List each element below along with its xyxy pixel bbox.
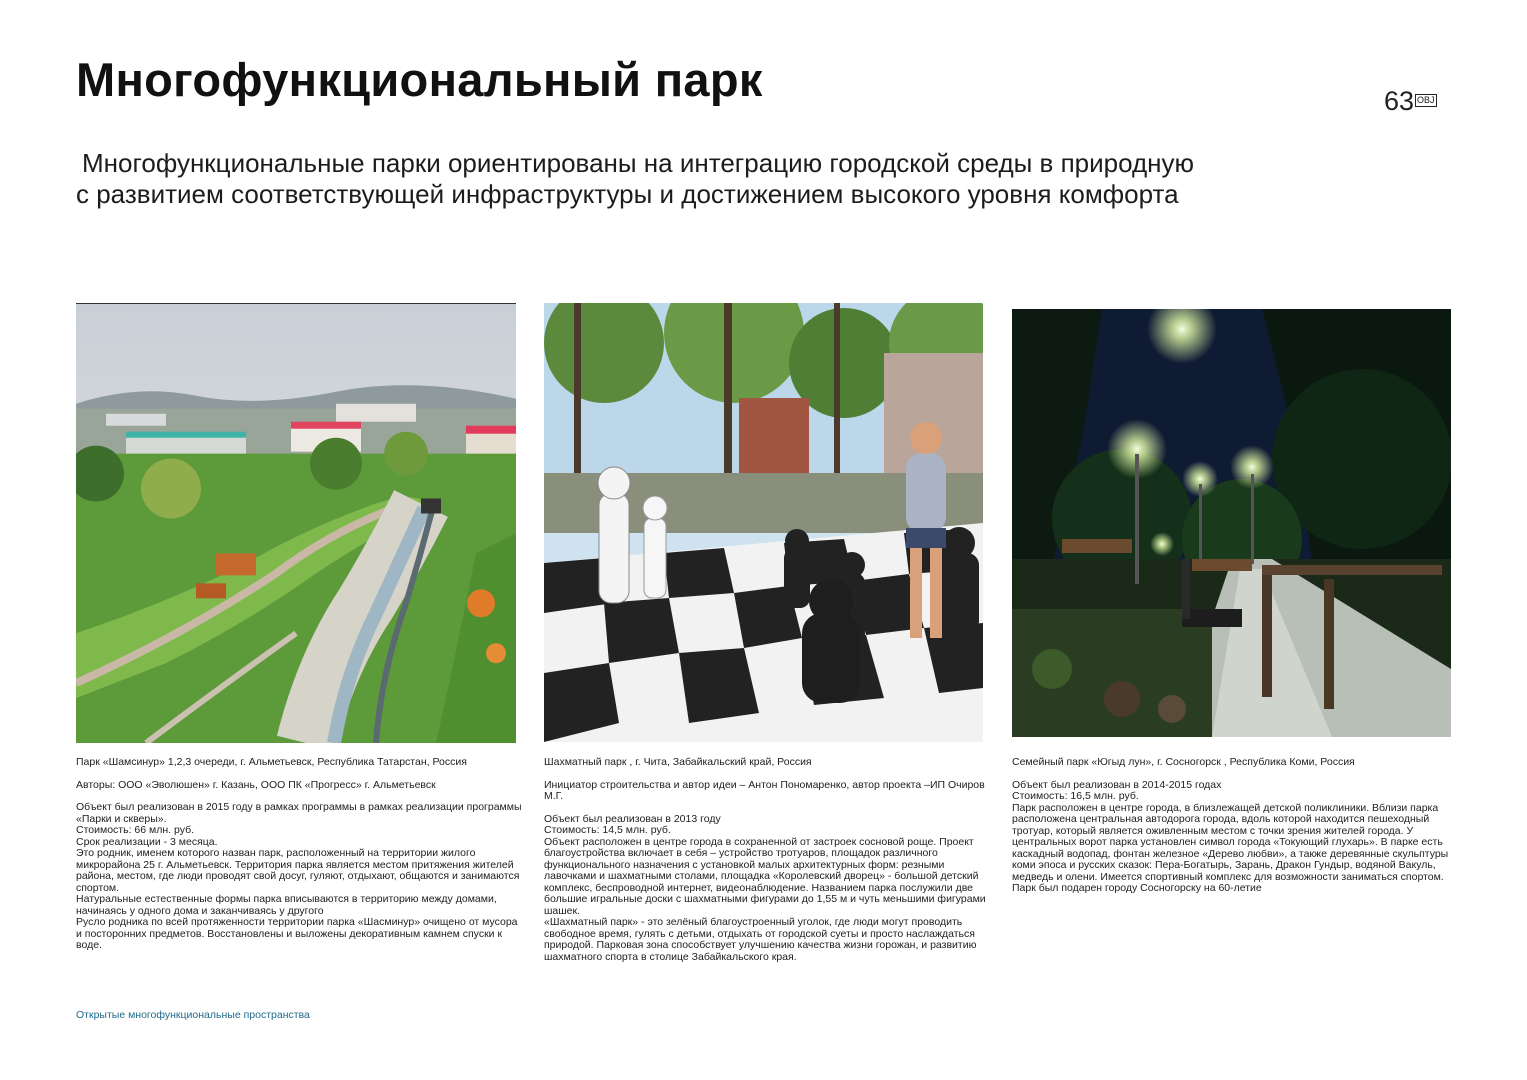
photo-family-park xyxy=(1012,309,1451,737)
caption-body-line: Парк расположен в центре города, в близлежащей детской поликлиники. Вблизи парка расположена центральная автодорога города, вдоль которой находится пешеходный тротуар, который является оживленным местом с точки зрения жителей города. У центральных ворот парка установлен символ города «Токующий глухарь». В парке есть каскадный водопад, фонтан железное «Дерево любви», а также деревянные скульптуры коми эпоса и русских сказок: Пера-Богатырь, Зарань, Дракон Гундыр, водяной Вакуль, медведь и олени. Имеется спортивный комплекс для возможности заниматься спортом. Парк был подарен городу Сосногорску на 60-летие xyxy=(1012,801,1449,894)
caption-body-line: Объект был реализован в 2013 году xyxy=(544,812,721,825)
page-number-value: 63 xyxy=(1384,86,1415,116)
caption-body-line: Стоимость: 66 млн. руб. xyxy=(76,824,194,836)
caption-body-line: Объект был реализован в 2015 году в рамках программы в рамках реализации программы «Парки и скверы». xyxy=(76,801,522,825)
caption-body-line: Русло родника по всей протяженности территории парка «Шасминур» очищено от мусора и посторонних предметов. Восстановлены и выложены декоративным камнем спуски к воде. xyxy=(76,916,518,951)
footer-section-title: Открытые многофункциональные пространства xyxy=(76,1009,310,1021)
caption-body-line: Стоимость: 14,5 млн. руб. xyxy=(544,824,671,836)
photo-shamsinur-park xyxy=(76,303,516,743)
caption-body-line: «Шахматный парк» - это зелёный благоустроенный уголок, где люди могут проводить свободное время, гулять с детьми, отдыхать от городской суеты и просто наслаждаться природой. Парковая зона способствует улучшению качества жизни горожан, и развитию шахматного спорта в столице Забайкальского края. xyxy=(544,916,977,963)
photo-chess-park xyxy=(544,303,983,742)
caption-body-line: Объект был реализован в 2014-2015 годах xyxy=(1012,778,1222,791)
caption-family-park xyxy=(1012,757,1460,895)
caption-body-line: Срок реализации - 3 месяца. xyxy=(76,835,218,848)
obj-tag: OBJ xyxy=(1417,95,1435,105)
page-title: Многофункциональный парк xyxy=(76,53,763,106)
caption-shamsinur xyxy=(76,757,526,952)
lead-paragraph xyxy=(76,148,1406,210)
caption-authors: Авторы: ООО «Эволюшен» г. Казань, ООО ПК «Прогресс» г. Альметьевск xyxy=(76,778,436,791)
caption-body-line: Это родник, именем которого назван парк, расположенный на территории жилого микрорайона 25 г. Альметьевск. Территория парка является местом притяжения жителей района, местом, где люди проводят свой досуг, гуляют, отдыхают, общаются и занимаются спортом. xyxy=(76,847,520,894)
lead-line-2: с развитием соответствующей инфраструктуры и достижением высокого уровня комфорта xyxy=(76,179,1179,209)
page-number xyxy=(1384,86,1437,117)
caption-body-line: Объект расположен в центре города в сохраненной от застроек сосновой роще. Проект благоустройства включает в себя – устройство тротуаров, площадок различного функционального назначения с установкой малых архитектурных форм: резными лавочками и шахматными столами, площадка «Королевский дворец» - большой детский комплекс, беспроводной интернет, видеонаблюдение. Названием парка послужили две большие игральные доски с шахматными фигурами до 1,55 м и чуть меньшими фигурами шашек. xyxy=(544,835,986,917)
lead-line-1: Многофункциональные парки ориентированы на интеграцию городской среды в природную xyxy=(82,148,1195,178)
caption-body-line: Натуральные естественные формы парка вписываются в территорию между домами, начинаясь у одного дома и заканчиваясь у другого xyxy=(76,893,497,917)
caption-heading: Парк «Шамсинур» 1,2,3 очереди, г. Альметьевск, Республика Татарстан, Россия xyxy=(76,756,467,768)
caption-heading: Семейный парк «Югыд лун», г. Сосногорск , Республика Коми, Россия xyxy=(1012,756,1355,768)
caption-heading: Шахматный парк , г. Чита, Забайкальский край, Россия xyxy=(544,756,812,768)
caption-chess-park xyxy=(544,757,994,963)
caption-body-line: Стоимость: 16,5 млн. руб. xyxy=(1012,790,1139,802)
caption-authors: Инициатор строительства и автор идеи – Антон Пономаренко, автор проекта –ИП Очиров М.Г. xyxy=(544,778,985,802)
